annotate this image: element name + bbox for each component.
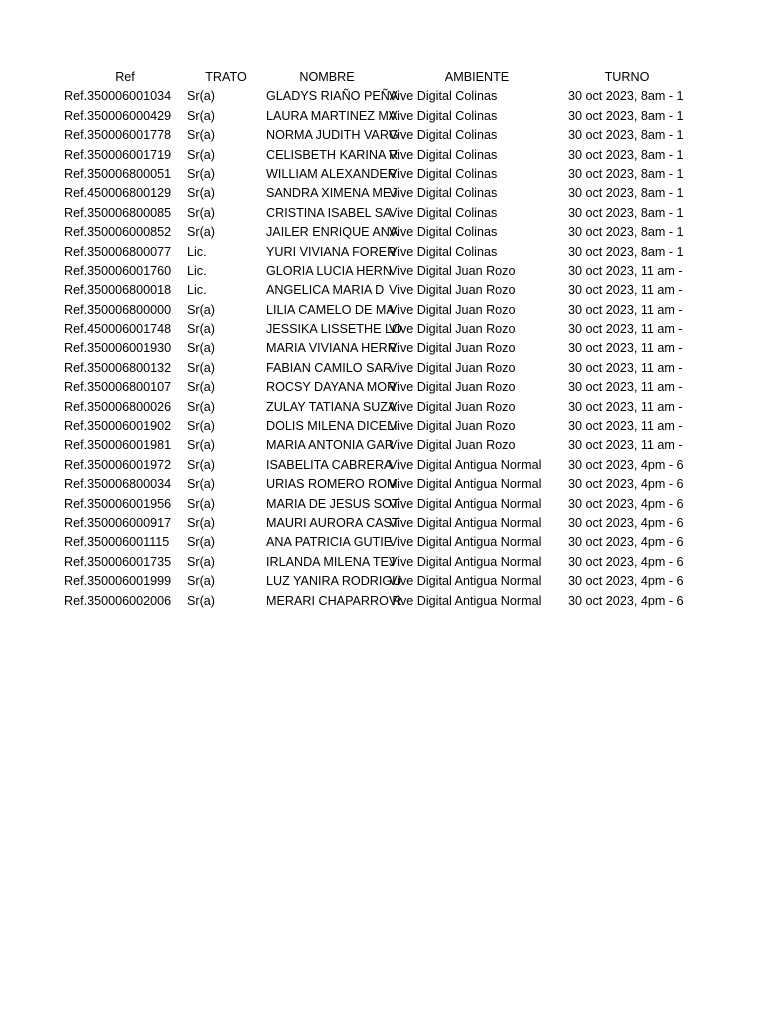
cell-turno: 30 oct 2023, 4pm - 6	[568, 457, 684, 472]
header-trato: TRATO	[205, 70, 247, 84]
table-row	[0, 475, 768, 494]
table-row	[0, 146, 768, 165]
cell-ambiente: Vive Digital Antigua Normal	[389, 477, 542, 492]
cell-nombre: LAURA MARTINEZ MA	[266, 108, 398, 123]
cell-turno: 30 oct 2023, 11 am -	[568, 399, 683, 414]
cell-ref: Ref.450006001748	[64, 322, 172, 337]
cell-nombre: ZULAY TATIANA SUZA	[266, 399, 397, 414]
cell-trato: Sr(a)	[187, 322, 215, 337]
cell-ambiente: Vive Digital Juan Rozo	[389, 263, 516, 278]
cell-ref: Ref.450006800129	[64, 186, 172, 201]
cell-trato: Sr(a)	[187, 360, 215, 375]
cell-turno: 30 oct 2023, 11 am -	[568, 380, 683, 395]
cell-trato: Sr(a)	[187, 302, 215, 317]
cell-nombre: GLADYS RIAÑO PEÑA	[266, 89, 399, 104]
cell-turno: 30 oct 2023, 8am - 1	[568, 108, 684, 123]
cell-ambiente: Vive Digital Antigua Normal	[389, 535, 542, 550]
cell-trato: Sr(a)	[187, 496, 215, 511]
table-row	[0, 378, 768, 397]
cell-trato: Lic.	[187, 283, 207, 298]
table-row	[0, 417, 768, 436]
cell-turno: 30 oct 2023, 8am - 1	[568, 166, 684, 181]
cell-ambiente: Vive Digital Juan Rozo	[389, 399, 516, 414]
cell-ref: Ref.350006001930	[64, 341, 172, 356]
cell-nombre: DOLIS MILENA DICELI	[266, 419, 398, 434]
cell-ref: Ref.350006800107	[64, 380, 172, 395]
table-row	[0, 592, 768, 611]
spreadsheet-table	[0, 68, 768, 611]
cell-nombre: FABIAN CAMILO SAR	[266, 360, 392, 375]
cell-ref: Ref.350006800051	[64, 166, 172, 181]
cell-trato: Lic.	[187, 263, 207, 278]
table-row	[0, 436, 768, 455]
table-row	[0, 165, 768, 184]
cell-ref: Ref.350006001981	[64, 438, 172, 453]
cell-trato: Sr(a)	[187, 341, 215, 356]
cell-ambiente: Vive Digital Colinas	[389, 166, 498, 181]
table-row	[0, 87, 768, 106]
cell-trato: Sr(a)	[187, 89, 215, 104]
table-row	[0, 204, 768, 223]
cell-turno: 30 oct 2023, 4pm - 6	[568, 477, 684, 492]
table-row	[0, 359, 768, 378]
cell-ambiente: Vive Digital Antigua Normal	[389, 515, 542, 530]
cell-turno: 30 oct 2023, 8am - 1	[568, 244, 684, 259]
cell-trato: Sr(a)	[187, 457, 215, 472]
cell-ambiente: Vive Digital Antigua Normal	[389, 574, 542, 589]
cell-trato: Sr(a)	[187, 515, 215, 530]
cell-ambiente: Vive Digital Antigua Normal	[389, 457, 542, 472]
cell-ambiente: Vive Digital Juan Rozo	[389, 380, 516, 395]
cell-ambiente: Vive Digital Colinas	[389, 147, 498, 162]
table-row	[0, 339, 768, 358]
table-row	[0, 223, 768, 242]
cell-ref: Ref.350006002006	[64, 593, 172, 608]
cell-ref: Ref.350006000429	[64, 108, 172, 123]
cell-turno: 30 oct 2023, 4pm - 6	[568, 593, 684, 608]
cell-ref: Ref.350006001719	[64, 147, 172, 162]
cell-nombre: ANGELICA MARIA D	[266, 283, 385, 298]
cell-ref: Ref.350006800034	[64, 477, 172, 492]
cell-trato: Sr(a)	[187, 108, 215, 123]
cell-nombre: IRLANDA MILENA TEJ	[266, 554, 396, 569]
table-body	[0, 87, 768, 611]
cell-ambiente: Vive Digital Juan Rozo	[389, 302, 516, 317]
cell-turno: 30 oct 2023, 11 am -	[568, 283, 683, 298]
cell-ambiente: Vive Digital Antigua Normal	[389, 554, 542, 569]
cell-nombre: URIAS ROMERO ROM	[266, 477, 398, 492]
cell-ambiente: Vive Digital Colinas	[389, 186, 498, 201]
table-row	[0, 398, 768, 417]
cell-ref: Ref.350006001760	[64, 263, 172, 278]
cell-turno: 30 oct 2023, 11 am -	[568, 263, 683, 278]
table-row	[0, 456, 768, 475]
table-row	[0, 553, 768, 572]
table-row	[0, 495, 768, 514]
cell-turno: 30 oct 2023, 11 am -	[568, 302, 683, 317]
cell-trato: Lic.	[187, 244, 207, 259]
cell-ambiente: Vive Digital Juan Rozo	[389, 438, 516, 453]
cell-trato: Sr(a)	[187, 205, 215, 220]
cell-trato: Sr(a)	[187, 593, 215, 608]
table-row	[0, 107, 768, 126]
cell-ref: Ref.350006001778	[64, 128, 172, 143]
cell-ref: Ref.350006001034	[64, 89, 172, 104]
cell-turno: 30 oct 2023, 11 am -	[568, 438, 683, 453]
cell-ref: Ref.350006001999	[64, 574, 172, 589]
cell-trato: Sr(a)	[187, 438, 215, 453]
cell-nombre: MERARI CHAPARRO R	[266, 593, 402, 608]
cell-trato: Sr(a)	[187, 574, 215, 589]
cell-ambiente: Vive Digital Juan Rozo	[389, 341, 516, 356]
cell-ref: Ref.350006800085	[64, 205, 172, 220]
cell-trato: Sr(a)	[187, 128, 215, 143]
cell-ambiente: Vive Digital Colinas	[389, 225, 498, 240]
cell-nombre: SANDRA XIMENA MEJ	[266, 186, 398, 201]
cell-nombre: WILLIAM ALEXANDER	[266, 166, 397, 181]
cell-nombre: LUZ YANIRA RODRIGU	[266, 574, 402, 589]
cell-turno: 30 oct 2023, 8am - 1	[568, 147, 684, 162]
cell-trato: Sr(a)	[187, 399, 215, 414]
cell-ref: Ref.350006001115	[64, 535, 170, 550]
cell-ref: Ref.350006001902	[64, 419, 172, 434]
cell-turno: 30 oct 2023, 11 am -	[568, 322, 683, 337]
cell-trato: Sr(a)	[187, 225, 215, 240]
table-row	[0, 301, 768, 320]
cell-ref: Ref.350006800132	[64, 360, 172, 375]
cell-nombre: NORMA JUDITH VARG	[266, 128, 399, 143]
cell-ambiente: Vive Digital Juan Rozo	[389, 419, 516, 434]
cell-trato: Sr(a)	[187, 535, 215, 550]
cell-ref: Ref.350006800026	[64, 399, 172, 414]
cell-trato: Sr(a)	[187, 166, 215, 181]
cell-ref: Ref.350006001956	[64, 496, 172, 511]
cell-turno: 30 oct 2023, 4pm - 6	[568, 574, 684, 589]
cell-turno: 30 oct 2023, 8am - 1	[568, 89, 684, 104]
cell-nombre: ROCSY DAYANA MOR	[266, 380, 397, 395]
cell-nombre: CELISBETH KARINA R	[266, 147, 399, 162]
cell-turno: 30 oct 2023, 4pm - 6	[568, 496, 684, 511]
header-row	[0, 68, 768, 87]
cell-nombre: YURI VIVIANA FORER	[266, 244, 397, 259]
cell-nombre: CRISTINA ISABEL SA	[266, 205, 392, 220]
cell-ambiente: Vive Digital Juan Rozo	[389, 322, 516, 337]
cell-ambiente: Vive Digital Antigua Normal	[389, 593, 542, 608]
table-row	[0, 514, 768, 533]
cell-trato: Sr(a)	[187, 147, 215, 162]
cell-turno: 30 oct 2023, 4pm - 6	[568, 515, 684, 530]
cell-nombre: ANA PATRICIA GUTIE	[266, 535, 393, 550]
table-row	[0, 243, 768, 262]
cell-turno: 30 oct 2023, 11 am -	[568, 341, 683, 356]
header-nombre: NOMBRE	[299, 70, 355, 84]
table-row	[0, 184, 768, 203]
cell-ref: Ref.350006000917	[64, 515, 172, 530]
table-row	[0, 262, 768, 281]
cell-trato: Sr(a)	[187, 380, 215, 395]
cell-nombre: MARIA DE JESUS SOT	[266, 496, 400, 511]
cell-ref: Ref.350006001735	[64, 554, 172, 569]
cell-turno: 30 oct 2023, 8am - 1	[568, 225, 684, 240]
cell-trato: Sr(a)	[187, 186, 215, 201]
cell-ambiente: Vive Digital Colinas	[389, 205, 498, 220]
table-row	[0, 572, 768, 591]
cell-nombre: ISABELITA CABRERA	[266, 457, 393, 472]
cell-ambiente: Vive Digital Colinas	[389, 108, 498, 123]
cell-ambiente: Vive Digital Colinas	[389, 128, 498, 143]
cell-nombre: LILIA CAMELO DE MA	[266, 302, 395, 317]
cell-nombre: MAURI AURORA CAST	[266, 515, 400, 530]
cell-trato: Sr(a)	[187, 419, 215, 434]
cell-ambiente: Vive Digital Juan Rozo	[389, 283, 516, 298]
cell-turno: 30 oct 2023, 8am - 1	[568, 186, 684, 201]
header-ref: Ref	[115, 70, 135, 84]
cell-nombre: JESSIKA LISSETHE LO	[266, 322, 402, 337]
cell-turno: 30 oct 2023, 11 am -	[568, 360, 683, 375]
header-turno: TURNO	[604, 70, 650, 84]
cell-ambiente: Vive Digital Colinas	[389, 89, 498, 104]
cell-turno: 30 oct 2023, 4pm - 6	[568, 554, 684, 569]
cell-ref: Ref.350006800077	[64, 244, 172, 259]
cell-nombre: JAILER ENRIQUE ANA	[266, 225, 399, 240]
table-row	[0, 533, 768, 552]
cell-turno: 30 oct 2023, 8am - 1	[568, 128, 684, 143]
cell-ref: Ref.350006800000	[64, 302, 172, 317]
cell-nombre: MARIA ANTONIA GAR	[266, 438, 394, 453]
cell-ambiente: Vive Digital Juan Rozo	[389, 360, 516, 375]
table-row	[0, 281, 768, 300]
cell-trato: Sr(a)	[187, 554, 215, 569]
cell-ref: Ref.350006000852	[64, 225, 172, 240]
cell-turno: 30 oct 2023, 8am - 1	[568, 205, 684, 220]
cell-ref: Ref.350006800018	[64, 283, 172, 298]
header-ambiente: AMBIENTE	[444, 70, 510, 84]
cell-ambiente: Vive Digital Antigua Normal	[389, 496, 542, 511]
cell-trato: Sr(a)	[187, 477, 215, 492]
cell-turno: 30 oct 2023, 4pm - 6	[568, 535, 684, 550]
cell-ambiente: Vive Digital Colinas	[389, 244, 498, 259]
cell-nombre: MARIA VIVIANA HERR	[266, 341, 397, 356]
cell-nombre: GLORIA LUCIA HERN	[266, 263, 392, 278]
cell-turno: 30 oct 2023, 11 am -	[568, 419, 683, 434]
cell-ref: Ref.350006001972	[64, 457, 172, 472]
table-row	[0, 320, 768, 339]
table-row	[0, 126, 768, 145]
